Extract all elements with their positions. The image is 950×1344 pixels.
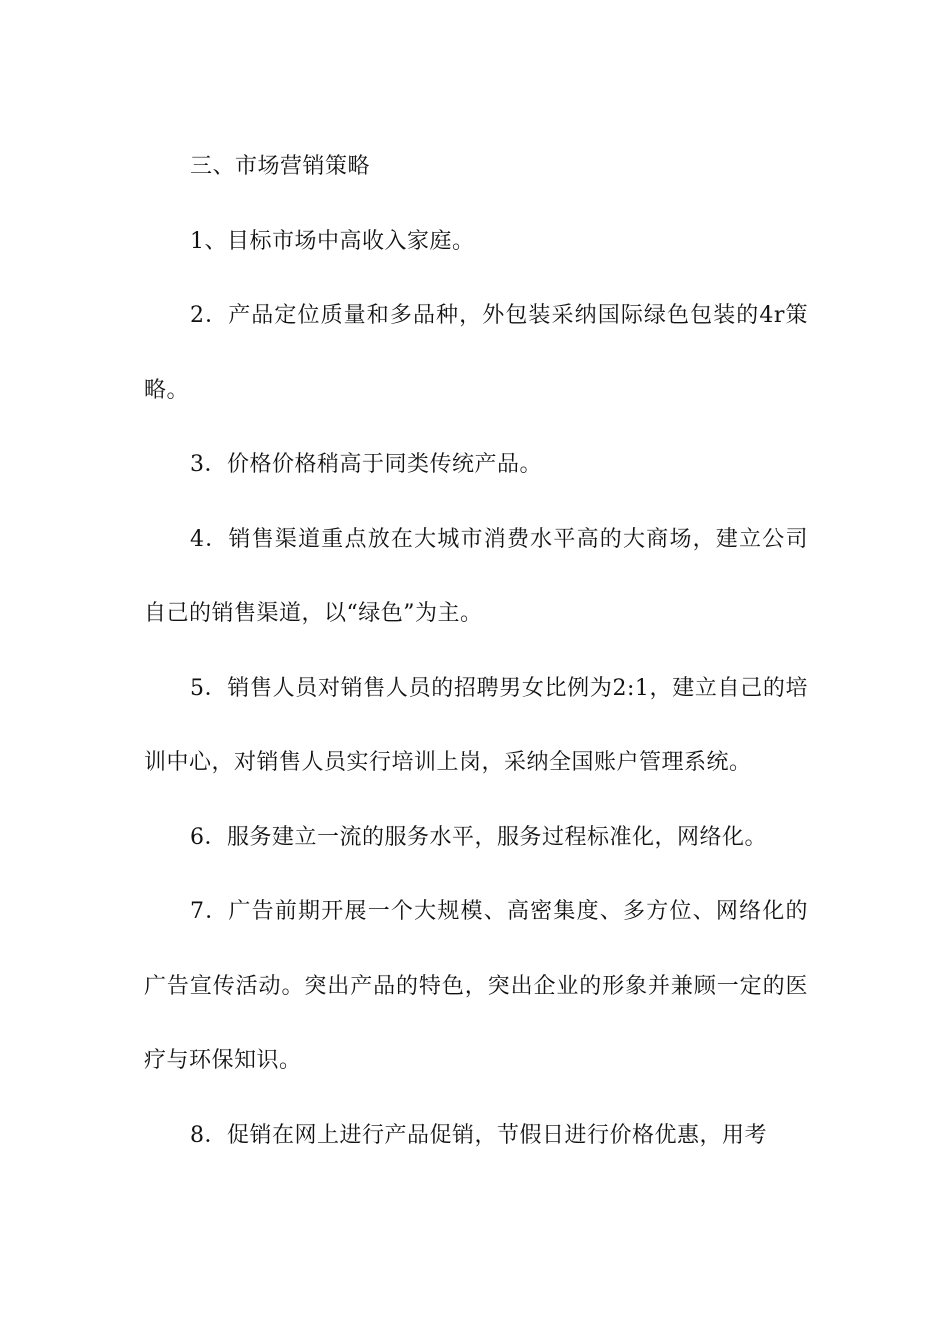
paragraph-1: 1、目标市场中高收入家庭。	[190, 228, 475, 254]
document-body	[144, 130, 808, 1173]
paragraph-2: 2．产品定位质量和多品种，外包装采纳国际绿色包装的4r策略。	[144, 303, 808, 403]
paragraph-3: 3．价格价格稍高于同类传统产品。	[190, 452, 542, 477]
paragraph-5: 5．销售人员对销售人员的招聘男女比例为2:1，建立自己的培训中心，对销售人员实行培训上岗，采纳全国账户管理系统。	[144, 675, 808, 775]
paragraph-4: 4．销售渠道重点放在大城市消费水平高的大商场，建立公司自己的销售渠道，以“绿色”为主。	[144, 526, 808, 626]
paragraph-6: 6．服务建立一流的服务水平，服务过程标准化，网络化。	[190, 824, 767, 850]
section-heading: 三、市场营销策略	[190, 154, 371, 179]
paragraph-7: 7．广告前期开展一个大规模、高密集度、多方位、网络化的广告宣传活动。突出产品的特色，突出企业的形象并兼顾一定的医疗与环保知识。	[144, 899, 808, 1073]
paragraph-8: 8．促销在网上进行产品促销，节假日进行价格优惠，用考	[190, 1122, 767, 1148]
